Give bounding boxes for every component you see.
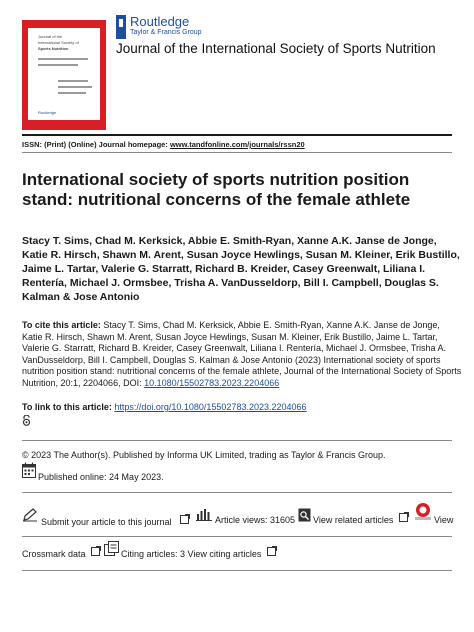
cover-text-line [58,80,88,82]
divider [22,492,452,493]
divider [22,536,452,537]
cover-panel [28,28,100,120]
calendar-icon [22,462,36,478]
journal-homepage-link[interactable]: www.tandfonline.com/journals/rssn20 [169,140,305,149]
publisher-subline: Taylor & Francis Group [130,29,202,36]
crossmark-view-link[interactable]: View [434,515,454,525]
open-access-icon [22,415,31,426]
cover-text-line [38,58,88,60]
related-articles-icon[interactable] [298,508,311,522]
article-views-bar-icon [196,508,212,521]
cite-label: To cite this article: [22,320,101,330]
doi-link[interactable]: 10.1080/15502783.2023.2204066 [144,377,280,388]
article-link-line [22,402,307,412]
divider [22,152,452,153]
journal-cover-image [22,20,106,130]
link-label: To link to this article: [22,402,115,412]
publisher-name: Routledge [130,14,190,29]
issn-line [22,140,305,149]
routledge-logo-icon [116,15,126,39]
submit-pencil-icon[interactable] [22,508,38,522]
header-divider [22,134,452,136]
cover-title-line: International Society of [38,40,79,45]
divider [22,570,452,571]
issn-text: ISSN: (Print) (Online) Journal homepage: [22,140,170,149]
cover-publisher: Routledge [38,110,57,115]
crossmark-icon[interactable] [413,502,433,522]
view-related-articles-link[interactable]: View related articles [313,515,394,525]
external-link-icon[interactable] [399,513,408,522]
article-doi-url[interactable]: https://doi.org/10.1080/15502783.2023.2204066 [114,402,307,412]
author-list: Stacy T. Sims, Chad M. Kerksick, Abbie E. Smith-Ryan, Xanne A.K. Janse de Jonge, Katie R. Hirsch, Shawn M. Arent, Susan Joyce Hewlings, Susan M. Kleiner, Erik Bustillo, Jaime L. Tartar, Valerie G. Starratt, Richard B. Kreider, Casey Greenwalt, Liliana I. Rentería, Michael J. Ormsbee, Trisha A. VanDusseldorp, Bill I. Campbell, Douglas S. Kalman & Jose Antonio [22,235,460,303]
external-link-icon[interactable] [91,547,100,556]
citing-articles-icon[interactable] [104,541,120,556]
copyright-notice: © 2023 The Author(s). Published by Informa UK Limited, trading as Taylor & Francis Group. [22,450,386,460]
article-views: Article views: 31605 [215,515,296,525]
published-date: Published online: 24 May 2023. [38,472,164,482]
citation-block [22,320,462,389]
journal-title: Journal of the International Society of Sports Nutrition [116,41,436,56]
divider [22,440,452,441]
submit-article-link[interactable]: Submit your article to this journal [41,517,172,527]
cover-text-line [58,86,92,88]
cover-text-line [58,92,86,94]
citing-articles-link[interactable]: Citing articles: 3 View citing articles [121,549,262,559]
cover-title-line: Sports Nutrition [38,46,69,51]
article-title: International society of sports nutrition position stand: nutritional concerns of the female athlete [22,170,411,209]
cover-title-line: Journal of the [38,34,63,39]
external-link-icon[interactable] [180,515,189,524]
external-link-icon[interactable] [267,547,276,556]
citation-text: Stacy T. Sims, Chad M. Kerksick, Abbie E. Smith-Ryan, Xanne A.K. Janse de Jonge, Katie R. Hirsch, Shawn M. Arent, Susan Joyce Hewlings, Susan M. Kleiner, Erik Bustillo, Jaime L. Tartar, Valerie G. Starratt, Richard B. Kreider, Casey Greenwalt, Liliana I. Rentería, Michael J. Ormsbee, Trisha A. VanDusseldorp, Bill I. Campbell, Douglas S. Kalman & Jose Antonio (2023) International society of sports nutrition position stand: nutritional concerns of the female athlete, Journal of the International Society of Sports Nutrition, 20:1, 2204066, DOI: [22,320,462,388]
cover-text-line [38,64,78,66]
crossmark-data-link[interactable]: Crossmark data [22,549,86,559]
